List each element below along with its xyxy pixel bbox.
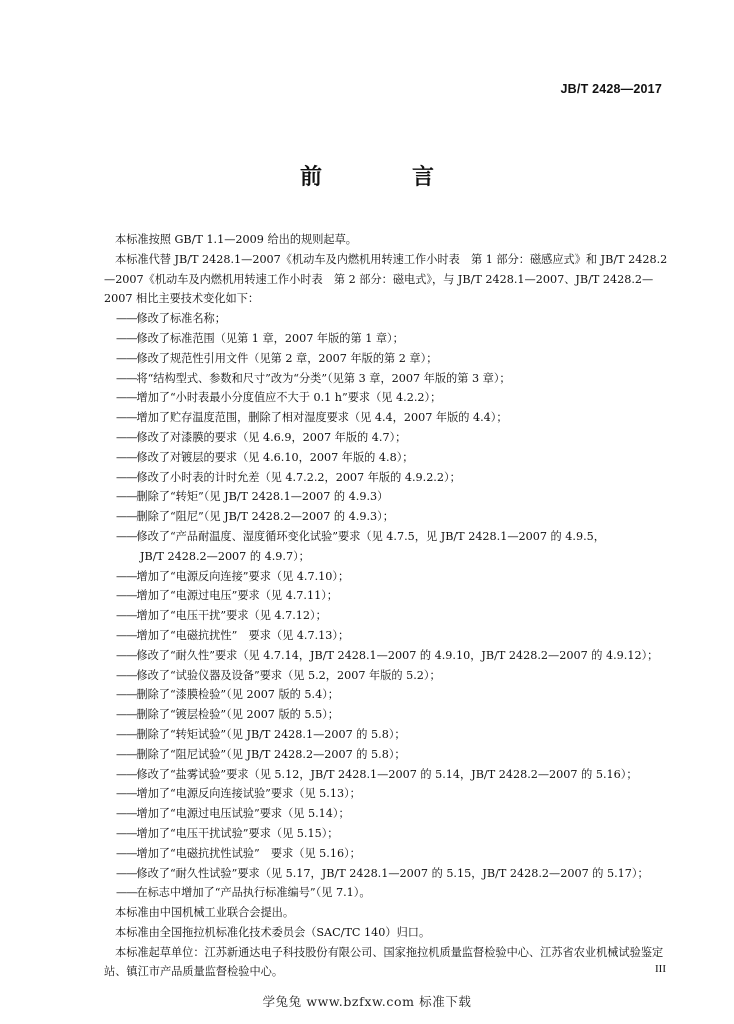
dash: —— [116,371,137,385]
managed-by-paragraph: 本标准由全国拖拉机标准化技术委员会（SAC/TC 140）归口。 [115,925,431,939]
list-item-text: 在标志中增加了“产品执行标准编号”（见 7.1）。 [136,886,371,900]
list-item-text: 修改了对漆膜的要求（见 4.6.9，2007 年版的 4.7）； [136,430,407,444]
list-item-text: 删除了“阻尼试验”（见 JB/T 2428.2—2007 的 5.8）； [136,747,406,761]
list-item-text: 增加了“电源反向连接试验”要求（见 5.13）； [136,787,361,801]
dash: —— [116,866,137,880]
list-item-text: 修改了标准范围（见第 1 章，2007 年版的第 1 章）； [136,331,404,345]
list-item [104,705,669,725]
list-item-text: 修改了“试验仪器及设备”要求（见 5.2，2007 年版的 5.2）； [136,668,441,682]
list-item-text: 增加了“电磁抗扰性” 要求（见 4.7.13）； [136,628,350,642]
changes-list [104,309,669,903]
list-item-text: 删除了“转矩试验”（见 JB/T 2428.1—2007 的 5.8）； [136,727,406,741]
drafting-units-paragraph: 本标准起草单位：江苏新通达电子科技股份有限公司、国家拖拉机质量监督检验中心、江苏省农业机械试验鉴定站、镇江市产品质量监督检验中心。 [104,945,664,979]
proposed-by-paragraph: 本标准由中国机械工业联合会提出。 [115,906,295,920]
dash: —— [116,529,137,543]
site-watermark: 学兔兔 www.bzfxw.com 标准下载 [262,994,472,1009]
dash: —— [116,609,137,623]
list-item [104,428,669,448]
intro-paragraph: 本标准按照 GB/T 1.1—2009 给出的规则起草。 [115,233,357,246]
list-item-text: 增加了贮存温度范围，删除了相对湿度要求（见 4.4，2007 年版的 4.4）； [136,411,508,425]
dash: —— [116,826,137,840]
list-item [104,567,669,587]
list-item-text: 修改了标准名称； [136,312,226,326]
dash: —— [116,747,137,761]
foreword-body [104,230,669,982]
replacement-paragraph: 本标准代替 JB/T 2428.1—2007《机动车及内燃机用转速工作小时表 第 1 部分：磁感应式》和 JB/T 2428.2—2007《机动车及内燃机用转速工作小时表 第 2 部分：磁电式》，与 JB/T 2428.1—2007、JB/T 2428.2—2007 相比主要技术变化如下： [104,252,668,306]
dash: —— [116,470,137,484]
list-item [104,329,669,349]
list-item [104,448,669,468]
dash: —— [116,846,137,860]
list-item [104,527,669,547]
dash: —— [116,510,137,524]
dash: —— [116,490,137,504]
list-item-text: 删除了“阻尼”（见 JB/T 2428.2—2007 的 4.9.3）； [136,510,394,524]
dash: —— [116,411,137,425]
list-item-text: 修改了对镀层的要求（见 4.6.10，2007 年版的 4.8）； [136,450,414,464]
list-item-text: 修改了“耐久性试验”要求（见 5.17，JB/T 2428.1—2007 的 5.15，JB/T 2428.2—2007 的 5.17）； [136,866,649,880]
dash: —— [116,787,137,801]
list-item-text: 修改了“产品耐温度、湿度循环变化试验”要求（见 4.7.5，见 JB/T 2428.1—2007 的 4.9.5， [136,529,605,543]
page-number: III [655,963,666,975]
list-item-text: 修改了规范性引用文件（见第 2 章，2007 年版的第 2 章）； [136,351,438,365]
dash: —— [116,648,137,662]
standard-code: JB/T 2428—2017 [560,82,662,96]
list-item [104,408,669,428]
dash: —— [116,628,137,642]
dash: —— [116,727,137,741]
list-item [104,487,669,507]
list-item [104,369,669,389]
dash: —— [116,589,137,603]
list-item [104,784,669,804]
list-item-text: 修改了“耐久性”要求（见 4.7.14，JB/T 2428.1—2007 的 4.9.10，JB/T 2428.2—2007 的 4.9.12）； [136,648,659,662]
dash: —— [116,668,137,682]
dash: —— [116,391,137,405]
list-item [104,646,669,666]
list-item [104,468,669,488]
list-item [104,586,669,606]
list-item-continuation: JB/T 2428.2—2007 的 4.9.7）； [140,549,310,563]
list-item-text: 修改了“盐雾试验”要求（见 5.12，JB/T 2428.1—2007 的 5.14，JB/T 2428.2—2007 的 5.16）； [136,767,638,781]
list-item [104,388,669,408]
list-item [104,666,669,686]
page-title: 前 言 [299,164,468,190]
list-item [104,349,669,369]
list-item [104,765,669,785]
list-item-text: 增加了“电源过电压”要求（见 4.7.11）； [136,589,338,603]
list-item [104,844,669,864]
list-item [104,804,669,824]
dash: —— [116,708,137,722]
dash: —— [116,351,137,365]
list-item [104,606,669,626]
list-item-text: 删除了“漆膜检验”（见 2007 版的 5.4）； [136,688,339,702]
list-item-text: 增加了“电磁抗扰性试验” 要求（见 5.16）； [136,846,361,860]
list-item-text: 修改了小时表的计时允差（见 4.7.2.2，2007 年版的 4.9.2.2）； [136,470,461,484]
dash: —— [116,312,137,326]
list-item-text: 增加了“电压干扰试验”要求（见 5.15）； [136,826,339,840]
dash: —— [116,430,137,444]
dash: —— [116,569,137,583]
dash: —— [116,450,137,464]
list-item [104,745,669,765]
list-item-text: 删除了“镀层检验”（见 2007 版的 5.5）； [136,708,339,722]
list-item-text: 增加了“小时表最小分度值应不大于 0.1 h”要求（见 4.2.2）； [136,391,442,405]
list-item [104,725,669,745]
dash: —— [116,688,137,702]
dash: —— [116,331,137,345]
dash: —— [116,886,137,900]
list-item [104,626,669,646]
list-item [104,685,669,705]
list-item-text: 增加了“电源过电压试验”要求（见 5.14）； [136,807,350,821]
dash: —— [116,767,137,781]
dash: —— [116,807,137,821]
list-item-text: 将“结构型式、参数和尺寸”改为“分类”（见第 3 章，2007 年版的第 3 章）； [136,371,511,385]
list-item-text: 增加了“电源反向连接”要求（见 4.7.10）； [136,569,350,583]
list-item [104,309,669,329]
list-item-text: 删除了“转矩”（见 JB/T 2428.1—2007 的 4.9.3） [136,490,389,504]
list-item [104,824,669,844]
list-item [104,883,669,903]
list-item-text: 增加了“电压干扰”要求（见 4.7.12）； [136,609,327,623]
list-item [104,864,669,884]
list-item [104,507,669,527]
